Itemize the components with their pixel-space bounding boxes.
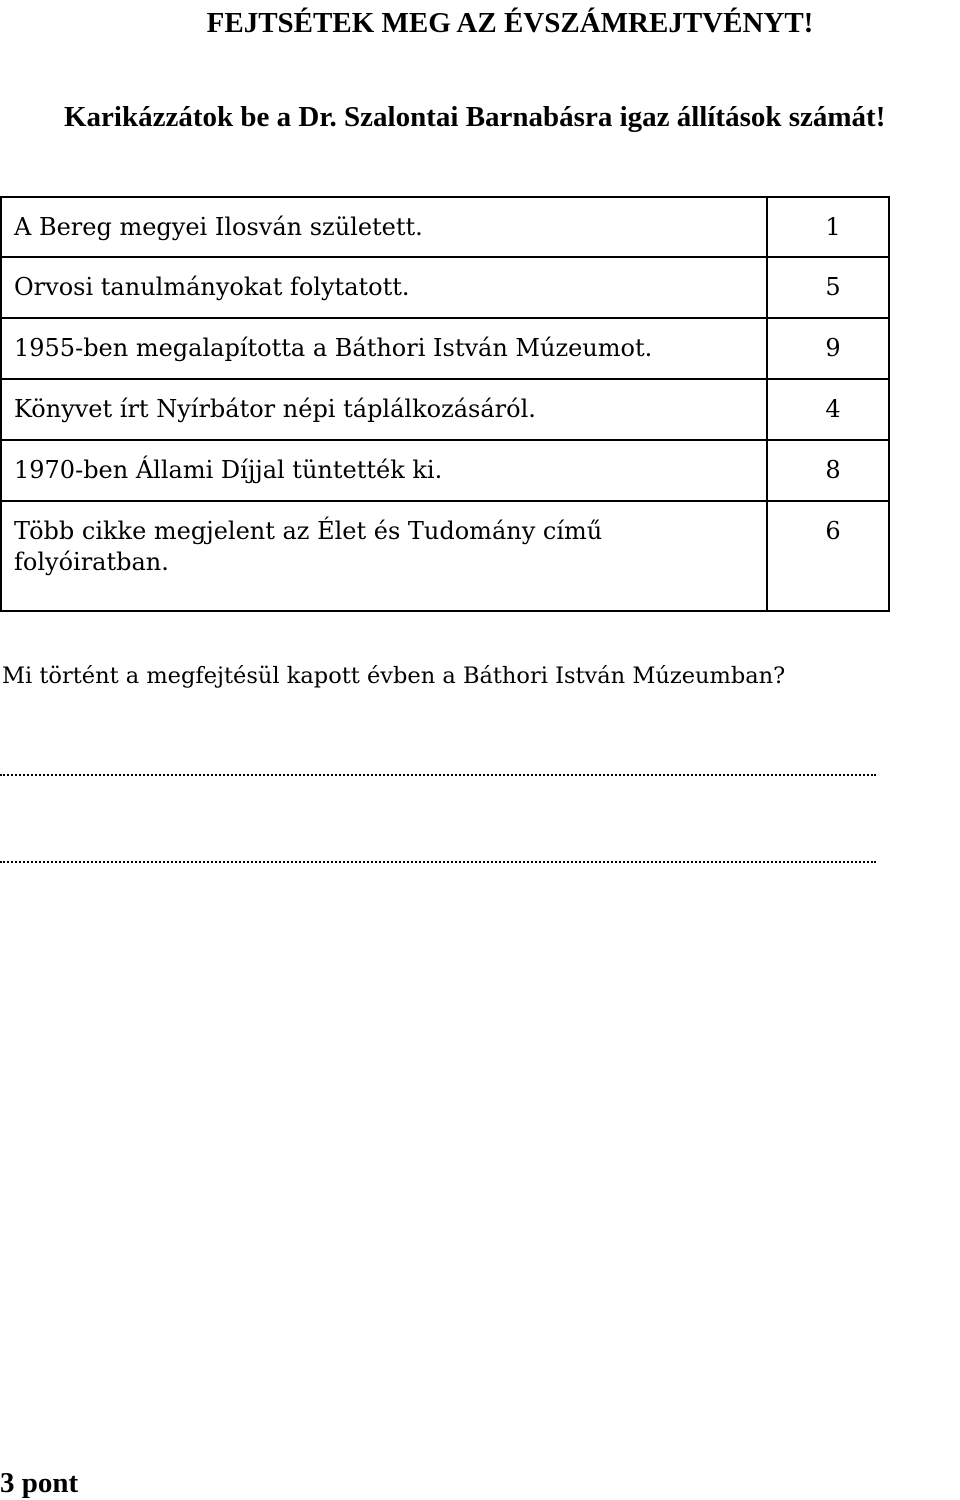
statement-number[interactable]: 6 (767, 501, 889, 611)
table-row (1, 440, 889, 501)
points-label: 3 pont (0, 1467, 79, 1499)
statement-text: Több cikke megjelent az Élet és Tudomány című folyóiratban. (1, 501, 767, 611)
statement-number[interactable]: 4 (767, 379, 889, 440)
statement-text: 1970-ben Állami Díjjal tüntették ki. (1, 440, 767, 501)
question-text: Mi történt a megfejtésül kapott évben a Báthori István Múzeumban? (2, 663, 786, 689)
table-row (1, 197, 889, 257)
answer-line[interactable] (0, 774, 876, 776)
statement-text: Orvosi tanulmányokat folytatott. (1, 257, 767, 318)
statement-number[interactable]: 8 (767, 440, 889, 501)
statement-text: A Bereg megyei Ilosván született. (1, 197, 767, 257)
statement-number[interactable]: 9 (767, 318, 889, 379)
statement-number[interactable]: 1 (767, 197, 889, 257)
statements-table (0, 196, 890, 612)
answer-line[interactable] (0, 861, 876, 863)
table-row (1, 318, 889, 379)
statement-number[interactable]: 5 (767, 257, 889, 318)
page-title: FEJTSÉTEK MEG AZ ÉVSZÁMREJTVÉNYT! (206, 7, 814, 39)
table-row (1, 501, 889, 611)
table-row (1, 257, 889, 318)
statement-text: 1955-ben megalapította a Báthori István Múzeumot. (1, 318, 767, 379)
table-row (1, 379, 889, 440)
statement-text: Könyvet írt Nyírbátor népi táplálkozásáról. (1, 379, 767, 440)
instruction-text: Karikázzátok be a Dr. Szalontai Barnabásra igaz állítások számát! (64, 101, 886, 133)
